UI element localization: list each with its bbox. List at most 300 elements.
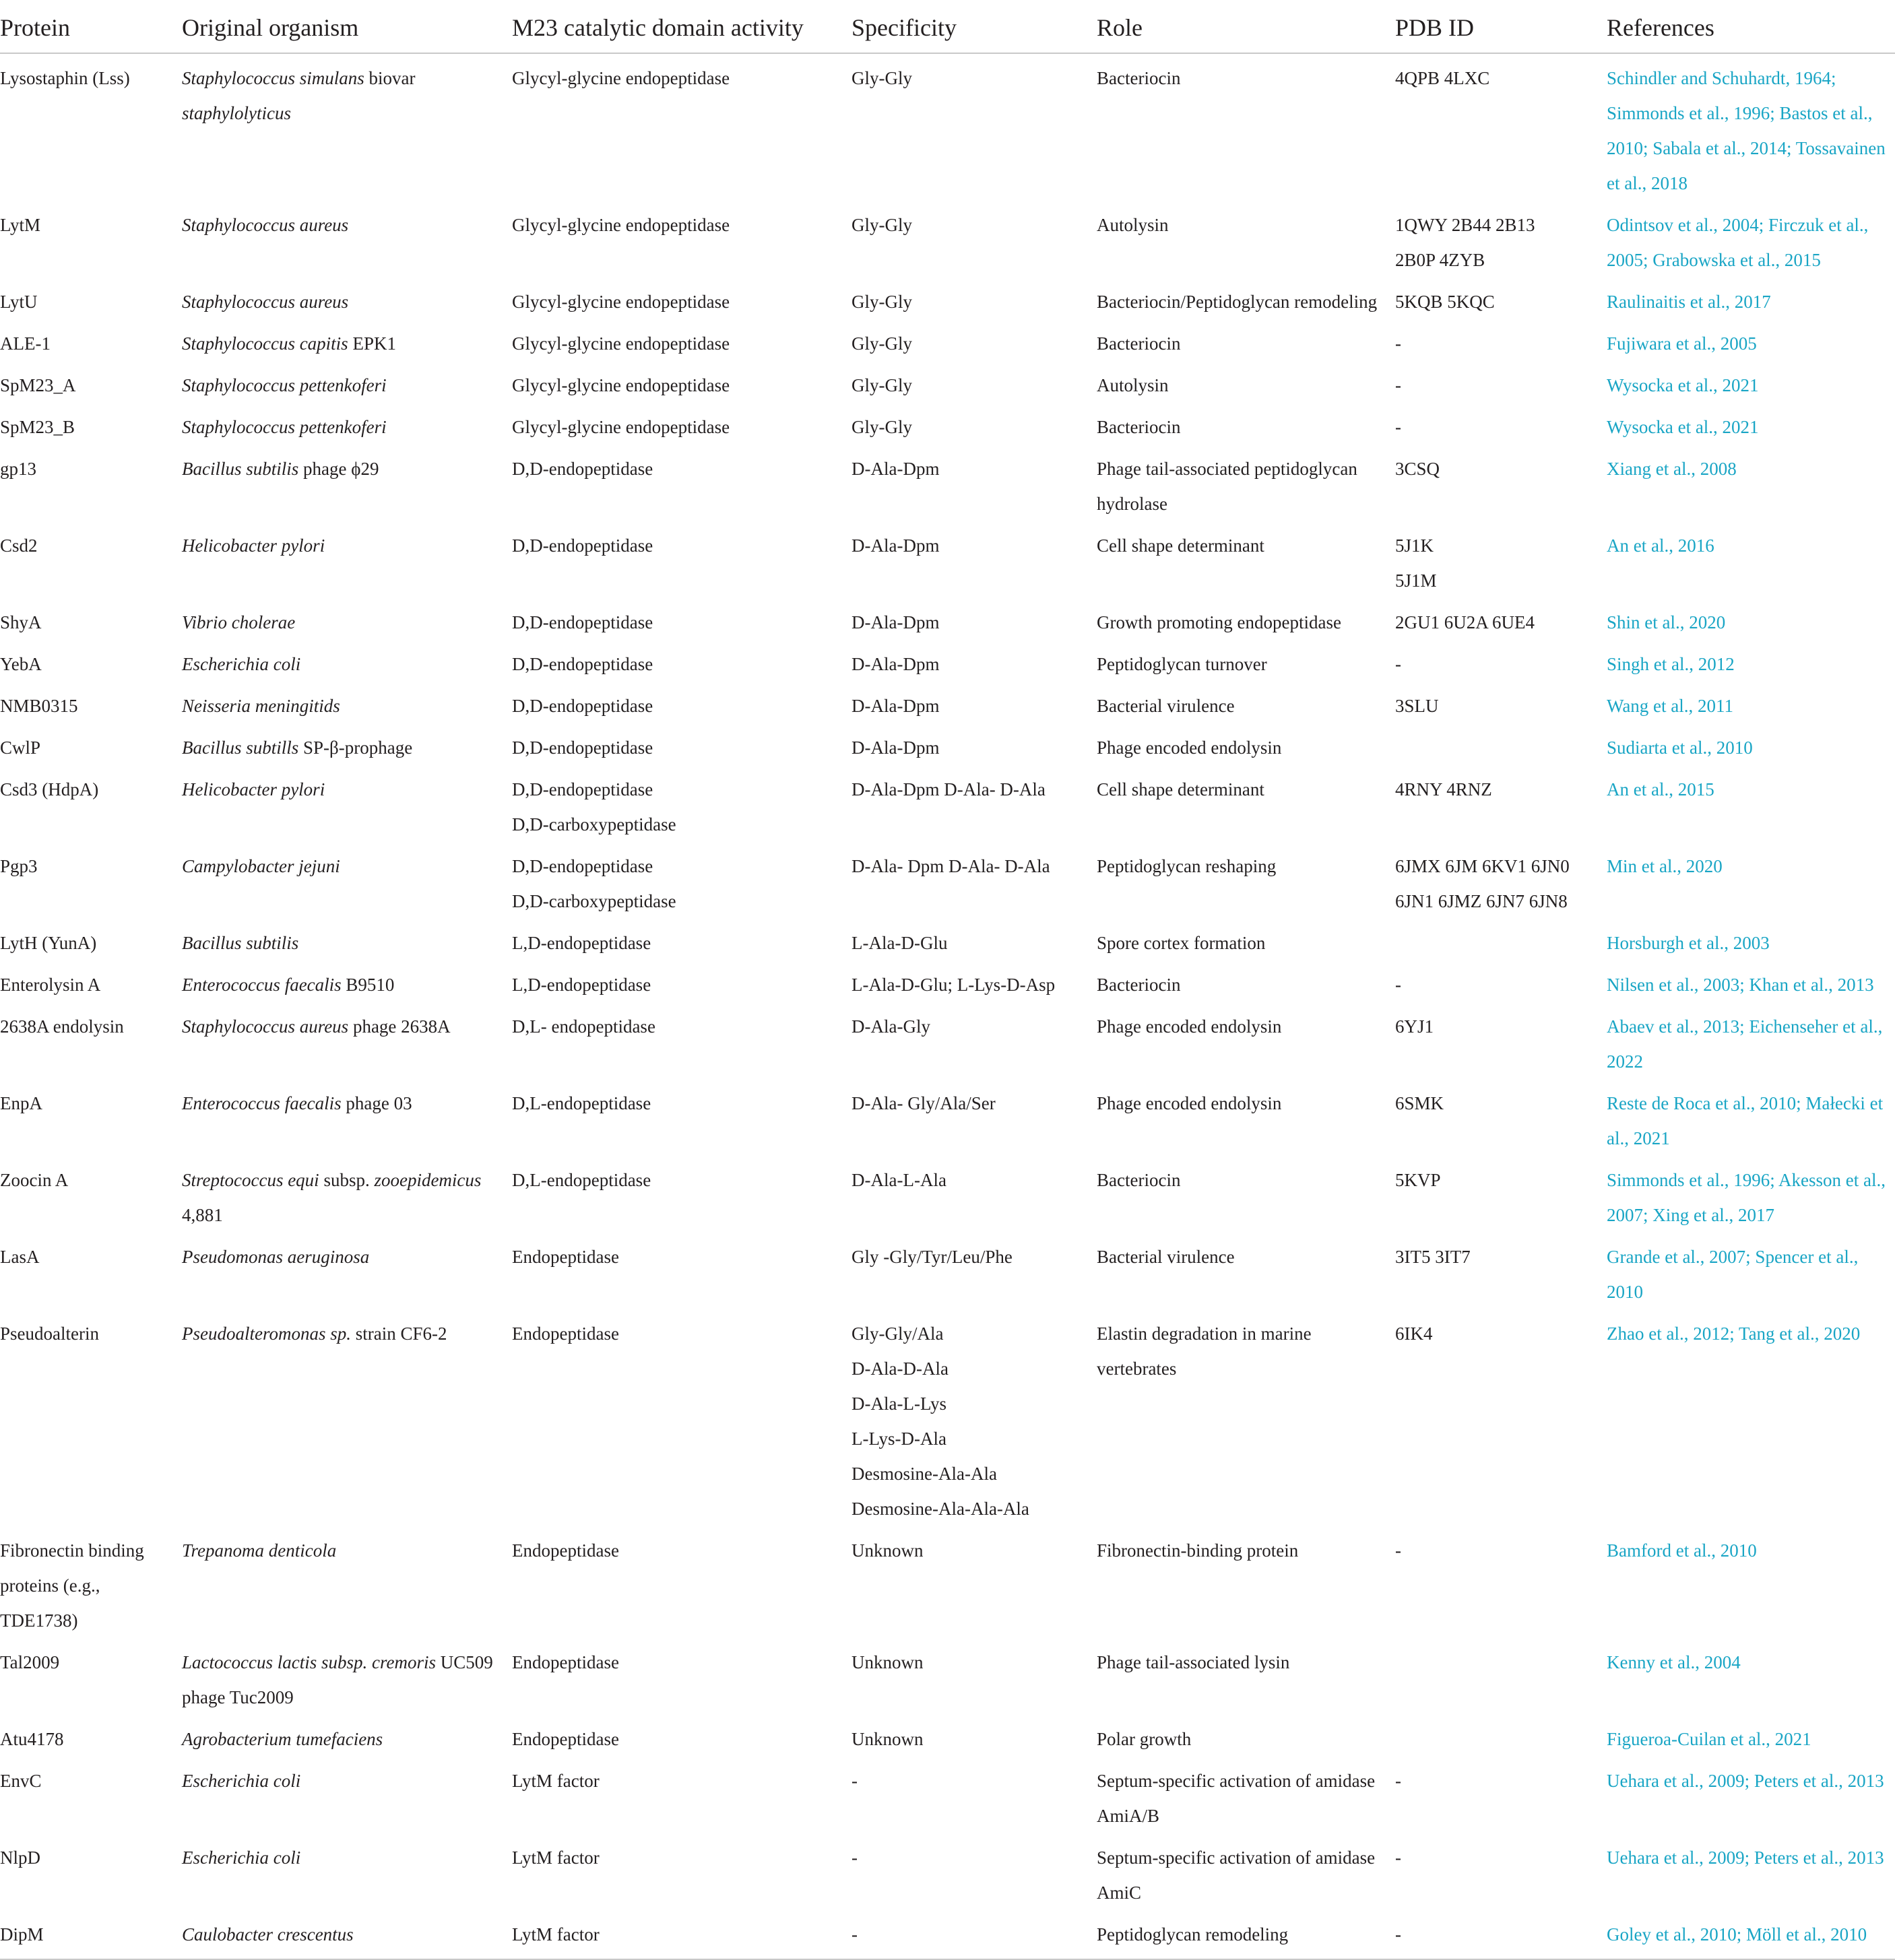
cell-organism	[182, 682, 512, 723]
cell-protein: Pgp3	[0, 856, 38, 876]
organism-segment: zooepidemicus	[374, 1170, 482, 1190]
table-row	[0, 1309, 1895, 1526]
organism-segment: phage ϕ29	[298, 459, 379, 479]
organism-segment: Neisseria meningitids	[182, 696, 340, 716]
table-row	[0, 1526, 1895, 1638]
cell-pdb-id	[1395, 640, 1607, 682]
cell-pdb-id	[1395, 1309, 1607, 1526]
cell-activity	[512, 53, 852, 201]
organism-segment: Staphylococcus aureus	[182, 292, 349, 312]
table-row	[0, 201, 1895, 277]
cell-activity	[512, 1156, 852, 1233]
cell-organism	[182, 1233, 512, 1309]
activity-line: D,D-endopeptidase	[512, 535, 653, 556]
cell-organism	[182, 640, 512, 682]
cell-pdb-id	[1395, 960, 1607, 1002]
cell-specificity	[852, 682, 1097, 723]
cell-references[interactable]: An et al., 2016	[1607, 535, 1714, 556]
cell-protein: SpM23_B	[0, 417, 75, 437]
pdb-line: -	[1395, 1924, 1401, 1945]
cell-pdb-id	[1395, 277, 1607, 319]
cell-organism	[182, 765, 512, 842]
activity-line: D,D-endopeptidase	[512, 459, 653, 479]
cell-references[interactable]: Schindler and Schuhardt, 1964; Simmonds et al., 1996; Bastos et al., 2010; Sabala et al., 2014; Tossavainen et al., 2018	[1607, 68, 1886, 193]
cell-references[interactable]: Grande et al., 2007; Spencer et al., 2010	[1607, 1247, 1859, 1302]
organism-segment: Staphylococcus aureus	[182, 215, 349, 235]
activity-line: D,D-endopeptidase	[512, 738, 653, 758]
organism-segment: B9510	[341, 975, 395, 995]
specificity-line: D-Ala- Gly/Ala/Ser	[852, 1093, 996, 1113]
cell-specificity	[852, 1757, 1097, 1833]
cell-references[interactable]: Uehara et al., 2009; Peters et al., 2013	[1607, 1848, 1884, 1868]
cell-role: Phage encoded endolysin	[1097, 738, 1282, 758]
table-row	[0, 1910, 1895, 1959]
organism-segment: Pseudomonas aeruginosa	[182, 1247, 370, 1267]
cell-protein: YebA	[0, 654, 42, 674]
cell-references[interactable]: Wang et al., 2011	[1607, 696, 1734, 716]
specificity-line: L-Ala-D-Glu	[852, 933, 948, 953]
specificity-line: Gly-Gly	[852, 292, 912, 312]
organism-segment: Lactococcus lactis subsp. cremoris	[182, 1652, 436, 1672]
activity-line: D,D-endopeptidase	[512, 779, 653, 799]
cell-activity	[512, 1910, 852, 1959]
activity-line: Endopeptidase	[512, 1729, 619, 1749]
cell-organism	[182, 445, 512, 521]
table-body	[0, 53, 1895, 1959]
activity-line: D,D-endopeptidase	[512, 696, 653, 716]
specificity-line: Gly -Gly/Tyr/Leu/Phe	[852, 1247, 1013, 1267]
cell-activity	[512, 1526, 852, 1638]
specificity-line: -	[852, 1924, 858, 1945]
cell-pdb-id	[1395, 842, 1607, 919]
cell-specificity	[852, 277, 1097, 319]
cell-pdb-id	[1395, 521, 1607, 598]
specificity-line: D-Ala-L-Lys	[852, 1394, 946, 1414]
cell-protein: Fibronectin binding proteins (e.g., TDE1738)	[0, 1540, 144, 1631]
cell-references[interactable]: Nilsen et al., 2003; Khan et al., 2013	[1607, 975, 1874, 995]
cell-role: Bacteriocin	[1097, 1170, 1181, 1190]
cell-pdb-id	[1395, 1833, 1607, 1910]
organism-segment: Pseudoalteromonas sp.	[182, 1324, 351, 1344]
activity-line: D,L-endopeptidase	[512, 1170, 651, 1190]
specificity-line: -	[852, 1848, 858, 1868]
cell-specificity	[852, 1079, 1097, 1156]
pdb-line: 2GU1 6U2A 6UE4	[1395, 612, 1535, 632]
organism-segment: Bacillus subtills	[182, 738, 299, 758]
cell-pdb-id	[1395, 403, 1607, 445]
specificity-line: D-Ala-Dpm D-Ala- D-Ala	[852, 779, 1046, 799]
cell-references[interactable]: Raulinaitis et al., 2017	[1607, 292, 1771, 312]
cell-pdb-id	[1395, 1910, 1607, 1959]
pdb-line: 4RNY 4RNZ	[1395, 779, 1492, 799]
cell-activity	[512, 1233, 852, 1309]
table-row	[0, 682, 1895, 723]
cell-references[interactable]: Kenny et al., 2004	[1607, 1652, 1741, 1672]
cell-activity	[512, 1309, 852, 1526]
table-row	[0, 361, 1895, 403]
cell-references[interactable]: Min et al., 2020	[1607, 856, 1723, 876]
cell-organism	[182, 1156, 512, 1233]
cell-pdb-id	[1395, 1002, 1607, 1079]
header-specificity: Specificity	[852, 0, 1097, 53]
cell-role: Bacteriocin/Peptidoglycan remodeling	[1097, 292, 1378, 312]
organism-segment: Helicobacter pylori	[182, 535, 325, 556]
specificity-line: D-Ala-L-Ala	[852, 1170, 946, 1190]
cell-pdb-id	[1395, 682, 1607, 723]
cell-protein: gp13	[0, 459, 36, 479]
cell-pdb-id	[1395, 1526, 1607, 1638]
cell-references[interactable]: Fujiwara et al., 2005	[1607, 333, 1757, 354]
header-protein: Protein	[0, 0, 182, 53]
cell-specificity	[852, 1715, 1097, 1757]
cell-role: Septum-specific activation of amidase AmiA/B	[1097, 1771, 1376, 1826]
cell-organism	[182, 1526, 512, 1638]
cell-specificity	[852, 201, 1097, 277]
pdb-line: 5J1K	[1395, 535, 1434, 556]
organism-segment: Streptococcus equi	[182, 1170, 319, 1190]
specificity-line: Gly-Gly/Ala	[852, 1324, 944, 1344]
specificity-line: D-Ala-Dpm	[852, 738, 940, 758]
activity-line: D,D-carboxypeptidase	[512, 814, 676, 835]
table-row	[0, 445, 1895, 521]
specificity-line: D-Ala-D-Ala	[852, 1359, 949, 1379]
cell-role: Bacteriocin	[1097, 975, 1181, 995]
organism-segment: Trepanoma denticola	[182, 1540, 337, 1561]
cell-pdb-id	[1395, 445, 1607, 521]
cell-activity	[512, 201, 852, 277]
cell-activity	[512, 723, 852, 765]
organism-segment: subsp.	[319, 1170, 375, 1190]
cell-role: Fibronectin-binding protein	[1097, 1540, 1299, 1561]
cell-references[interactable]: Simmonds et al., 1996; Akesson et al., 2007; Xing et al., 2017	[1607, 1170, 1886, 1225]
cell-role: Autolysin	[1097, 375, 1169, 395]
table-row	[0, 842, 1895, 919]
cell-role: Bacteriocin	[1097, 333, 1181, 354]
cell-role: Spore cortex formation	[1097, 933, 1266, 953]
table-row	[0, 319, 1895, 361]
cell-protein: LasA	[0, 1247, 40, 1267]
cell-specificity	[852, 723, 1097, 765]
pdb-line: -	[1395, 654, 1401, 674]
cell-role: Peptidoglycan remodeling	[1097, 1910, 1395, 1959]
table-row	[0, 1233, 1895, 1309]
cell-organism	[182, 723, 512, 765]
organism-segment: phage 2638A	[348, 1016, 451, 1037]
cell-references[interactable]: Uehara et al., 2009; Peters et al., 2013	[1607, 1771, 1884, 1791]
cell-specificity	[852, 1309, 1097, 1526]
cell-activity	[512, 842, 852, 919]
organism-segment: Staphylococcus capitis	[182, 333, 348, 354]
organism-segment: biovar	[364, 68, 416, 88]
header-organism: Original organism	[182, 0, 512, 53]
cell-organism	[182, 277, 512, 319]
activity-line: Glycyl-glycine endopeptidase	[512, 292, 730, 312]
pdb-line: 3SLU	[1395, 696, 1439, 716]
organism-segment: Bacillus subtilis	[182, 933, 299, 953]
cell-specificity	[852, 403, 1097, 445]
cell-protein: NlpD	[0, 1848, 40, 1868]
header-references: References	[1607, 0, 1895, 53]
header-activity: M23 catalytic domain activity	[512, 0, 852, 53]
cell-specificity	[852, 598, 1097, 640]
cell-pdb-id	[1395, 1079, 1607, 1156]
organism-segment: Campylobacter jejuni	[182, 856, 340, 876]
cell-references[interactable]: Singh et al., 2012	[1607, 654, 1735, 674]
cell-pdb-id	[1395, 723, 1607, 765]
cell-references[interactable]: Horsburgh et al., 2003	[1607, 933, 1770, 953]
pdb-line: 6JMX 6JM 6KV1 6JN0	[1395, 856, 1570, 876]
specificity-line: D-Ala- Dpm D-Ala- D-Ala	[852, 856, 1050, 876]
cell-role: Phage encoded endolysin	[1097, 1016, 1282, 1037]
table-row	[0, 403, 1895, 445]
cell-activity	[512, 960, 852, 1002]
cell-protein: EnpA	[0, 1093, 42, 1113]
organism-segment: staphylolyticus	[182, 103, 291, 123]
cell-activity	[512, 640, 852, 682]
specificity-line: D-Ala-Dpm	[852, 612, 940, 632]
cell-activity	[512, 919, 852, 960]
organism-segment: Agrobacterium tumefaciens	[182, 1729, 383, 1749]
cell-protein: Lysostaphin (Lss)	[0, 68, 130, 88]
cell-protein: Csd3 (HdpA)	[0, 779, 99, 799]
cell-pdb-id	[1395, 361, 1607, 403]
activity-line: D,D-carboxypeptidase	[512, 891, 676, 911]
cell-references[interactable]: Sudiarta et al., 2010	[1607, 738, 1753, 758]
specificity-line: Desmosine-Ala-Ala	[852, 1464, 997, 1484]
cell-references[interactable]: Abaev et al., 2013; Eichenseher et al., 2022	[1607, 1016, 1883, 1072]
cell-protein: LytH (YunA)	[0, 933, 97, 953]
organism-segment: phage 03	[341, 1093, 412, 1113]
cell-pdb-id	[1395, 1757, 1607, 1833]
cell-references[interactable]: Figueroa-Cuilan et al., 2021	[1607, 1729, 1811, 1749]
organism-segment: Enterococcus faecalis	[182, 1093, 342, 1113]
table-row	[0, 1079, 1895, 1156]
specificity-line: -	[852, 1771, 858, 1791]
organism-segment: EPK1	[348, 333, 396, 354]
cell-specificity	[852, 1833, 1097, 1910]
activity-line: D,D-endopeptidase	[512, 856, 653, 876]
activity-line: Glycyl-glycine endopeptidase	[512, 333, 730, 354]
activity-line: L,D-endopeptidase	[512, 975, 651, 995]
cell-specificity	[852, 361, 1097, 403]
organism-segment: Escherichia coli	[182, 1848, 301, 1868]
pdb-line: -	[1395, 333, 1401, 354]
cell-pdb-id	[1395, 1156, 1607, 1233]
pdb-line: -	[1395, 417, 1401, 437]
pdb-line: 2B0P 4ZYB	[1395, 250, 1485, 270]
cell-role: Septum-specific activation of amidase AmiC	[1097, 1848, 1376, 1903]
organism-segment: Vibrio cholerae	[182, 612, 296, 632]
cell-organism	[182, 1002, 512, 1079]
cell-protein: LytU	[0, 292, 38, 312]
cell-activity	[512, 319, 852, 361]
specificity-line: L-Lys-D-Ala	[852, 1429, 946, 1449]
activity-line: Glycyl-glycine endopeptidase	[512, 417, 730, 437]
cell-role: Peptidoglycan reshaping	[1097, 856, 1277, 876]
cell-role: Autolysin	[1097, 215, 1169, 235]
cell-specificity	[852, 1156, 1097, 1233]
header-pdb-id: PDB ID	[1395, 0, 1607, 53]
specificity-line: Unknown	[852, 1729, 924, 1749]
organism-segment: Caulobacter crescentus	[182, 1924, 354, 1945]
cell-references[interactable]: An et al., 2015	[1607, 779, 1714, 799]
specificity-line: Unknown	[852, 1652, 924, 1672]
cell-references[interactable]: Xiang et al., 2008	[1607, 459, 1737, 479]
cell-role: Elastin degradation in marine vertebrates	[1097, 1324, 1312, 1379]
table-row	[0, 640, 1895, 682]
specificity-line: Gly-Gly	[852, 215, 912, 235]
cell-protein: NMB0315	[0, 696, 78, 716]
cell-protein: Atu4178	[0, 1729, 64, 1749]
cell-organism	[182, 1715, 512, 1757]
cell-protein: ALE-1	[0, 333, 51, 354]
cell-protein: Enterolysin A	[0, 975, 101, 995]
cell-specificity	[852, 319, 1097, 361]
organism-segment: Enterococcus faecalis	[182, 975, 342, 995]
cell-organism	[182, 1910, 512, 1959]
specificity-line: Gly-Gly	[852, 333, 912, 354]
cell-references[interactable]: Zhao et al., 2012; Tang et al., 2020	[1607, 1324, 1861, 1344]
specificity-line: Unknown	[852, 1540, 924, 1561]
cell-specificity	[852, 842, 1097, 919]
cell-specificity	[852, 640, 1097, 682]
cell-pdb-id	[1395, 765, 1607, 842]
cell-specificity	[852, 919, 1097, 960]
cell-specificity	[852, 445, 1097, 521]
table-row	[0, 598, 1895, 640]
organism-segment: strain CF6-2	[351, 1324, 447, 1344]
activity-line: Endopeptidase	[512, 1247, 619, 1267]
pdb-line: 4QPB 4LXC	[1395, 68, 1490, 88]
cell-role: Cell shape determinant	[1097, 779, 1264, 799]
organism-segment: 4,881	[182, 1205, 223, 1225]
cell-organism	[182, 403, 512, 445]
pdb-line: -	[1395, 375, 1401, 395]
cell-protein: Pseudoalterin	[0, 1324, 99, 1344]
activity-line: D,D-endopeptidase	[512, 654, 653, 674]
cell-specificity	[852, 1526, 1097, 1638]
organism-segment: Helicobacter pylori	[182, 779, 325, 799]
table-row	[0, 1156, 1895, 1233]
cell-role: Bacteriocin	[1097, 68, 1181, 88]
cell-activity	[512, 1002, 852, 1079]
pdb-line: -	[1395, 1540, 1401, 1561]
cell-activity	[512, 1833, 852, 1910]
specificity-line: D-Ala-Dpm	[852, 654, 940, 674]
cell-activity	[512, 765, 852, 842]
cell-activity	[512, 682, 852, 723]
table-row	[0, 53, 1895, 201]
organism-segment: Staphylococcus aureus	[182, 1016, 349, 1037]
cell-protein: 2638A endolysin	[0, 1016, 124, 1037]
cell-pdb-id	[1395, 1638, 1607, 1715]
table-row	[0, 1638, 1895, 1715]
cell-references[interactable]: Reste de Roca et al., 2010; Małecki et al., 2021	[1607, 1093, 1884, 1148]
activity-line: L,D-endopeptidase	[512, 933, 651, 953]
cell-role: Bacteriocin	[1097, 417, 1181, 437]
cell-organism	[182, 960, 512, 1002]
activity-line: Glycyl-glycine endopeptidase	[512, 375, 730, 395]
specificity-line: Gly-Gly	[852, 417, 912, 437]
table-row	[0, 1715, 1895, 1757]
cell-specificity	[852, 1910, 1097, 1959]
cell-role: Phage tail-associated lysin	[1097, 1652, 1290, 1672]
cell-activity	[512, 598, 852, 640]
cell-pdb-id	[1395, 201, 1607, 277]
cell-role: Phage encoded endolysin	[1097, 1093, 1282, 1113]
cell-role: Growth promoting endopeptidase	[1097, 612, 1341, 632]
cell-organism	[182, 53, 512, 201]
cell-protein: Tal2009	[0, 1652, 60, 1672]
table-row	[0, 1757, 1895, 1833]
header-row	[0, 0, 1895, 53]
table-row	[0, 960, 1895, 1002]
pdb-line: 6IK4	[1395, 1324, 1433, 1344]
organism-segment: Bacillus subtilis	[182, 459, 299, 479]
cell-references[interactable]: Wysocka et al., 2021	[1607, 375, 1759, 395]
pdb-line: 3IT5 3IT7	[1395, 1247, 1471, 1267]
cell-organism	[182, 1833, 512, 1910]
specificity-line: D-Ala-Dpm	[852, 535, 940, 556]
organism-segment: Escherichia coli	[182, 1771, 301, 1791]
cell-references[interactable]: Goley et al., 2010; Möll et al., 2010	[1607, 1910, 1895, 1959]
cell-activity	[512, 277, 852, 319]
activity-line: Endopeptidase	[512, 1324, 619, 1344]
activity-line: D,L- endopeptidase	[512, 1016, 655, 1037]
cell-protein: Csd2	[0, 535, 38, 556]
specificity-line: Gly-Gly	[852, 68, 912, 88]
cell-role: Phage tail-associated peptidoglycan hydrolase	[1097, 459, 1357, 514]
cell-references[interactable]: Wysocka et al., 2021	[1607, 417, 1759, 437]
activity-line: D,L-endopeptidase	[512, 1093, 651, 1113]
pdb-line: 6JN1 6JMZ 6JN7 6JN8	[1395, 891, 1568, 911]
organism-segment: Staphylococcus simulans	[182, 68, 364, 88]
cell-organism	[182, 361, 512, 403]
pdb-line: 6YJ1	[1395, 1016, 1434, 1037]
table-row	[0, 277, 1895, 319]
table-row	[0, 765, 1895, 842]
specificity-line: D-Ala-Dpm	[852, 696, 940, 716]
cell-protein: LytM	[0, 215, 41, 235]
cell-protein: SpM23_A	[0, 375, 76, 395]
cell-protein: Zoocin A	[0, 1170, 69, 1190]
cell-protein: ShyA	[0, 612, 42, 632]
cell-pdb-id	[1395, 919, 1607, 960]
pdb-line: 5KQB 5KQC	[1395, 292, 1495, 312]
organism-segment: SP-β-prophage	[298, 738, 413, 758]
cell-references[interactable]: Shin et al., 2020	[1607, 612, 1726, 632]
pdb-line: 5J1M	[1395, 570, 1437, 591]
specificity-line: D-Ala-Gly	[852, 1016, 930, 1037]
cell-activity	[512, 445, 852, 521]
activity-line: Endopeptidase	[512, 1652, 619, 1672]
table-row	[0, 1002, 1895, 1079]
pdb-line: 3CSQ	[1395, 459, 1440, 479]
cell-specificity	[852, 765, 1097, 842]
activity-line: LytM factor	[512, 1771, 600, 1791]
cell-references[interactable]: Bamford et al., 2010	[1607, 1540, 1757, 1561]
table-row	[0, 1833, 1895, 1910]
cell-role: Bacterial virulence	[1097, 696, 1235, 716]
cell-specificity	[852, 1002, 1097, 1079]
cell-pdb-id	[1395, 1233, 1607, 1309]
header-role: Role	[1097, 0, 1395, 53]
cell-organism	[182, 919, 512, 960]
organism-segment: Staphylococcus pettenkoferi	[182, 375, 387, 395]
pdb-line: 1QWY 2B44 2B13	[1395, 215, 1535, 235]
cell-references[interactable]: Odintsov et al., 2004; Firczuk et al., 2005; Grabowska et al., 2015	[1607, 215, 1869, 270]
cell-organism	[182, 598, 512, 640]
